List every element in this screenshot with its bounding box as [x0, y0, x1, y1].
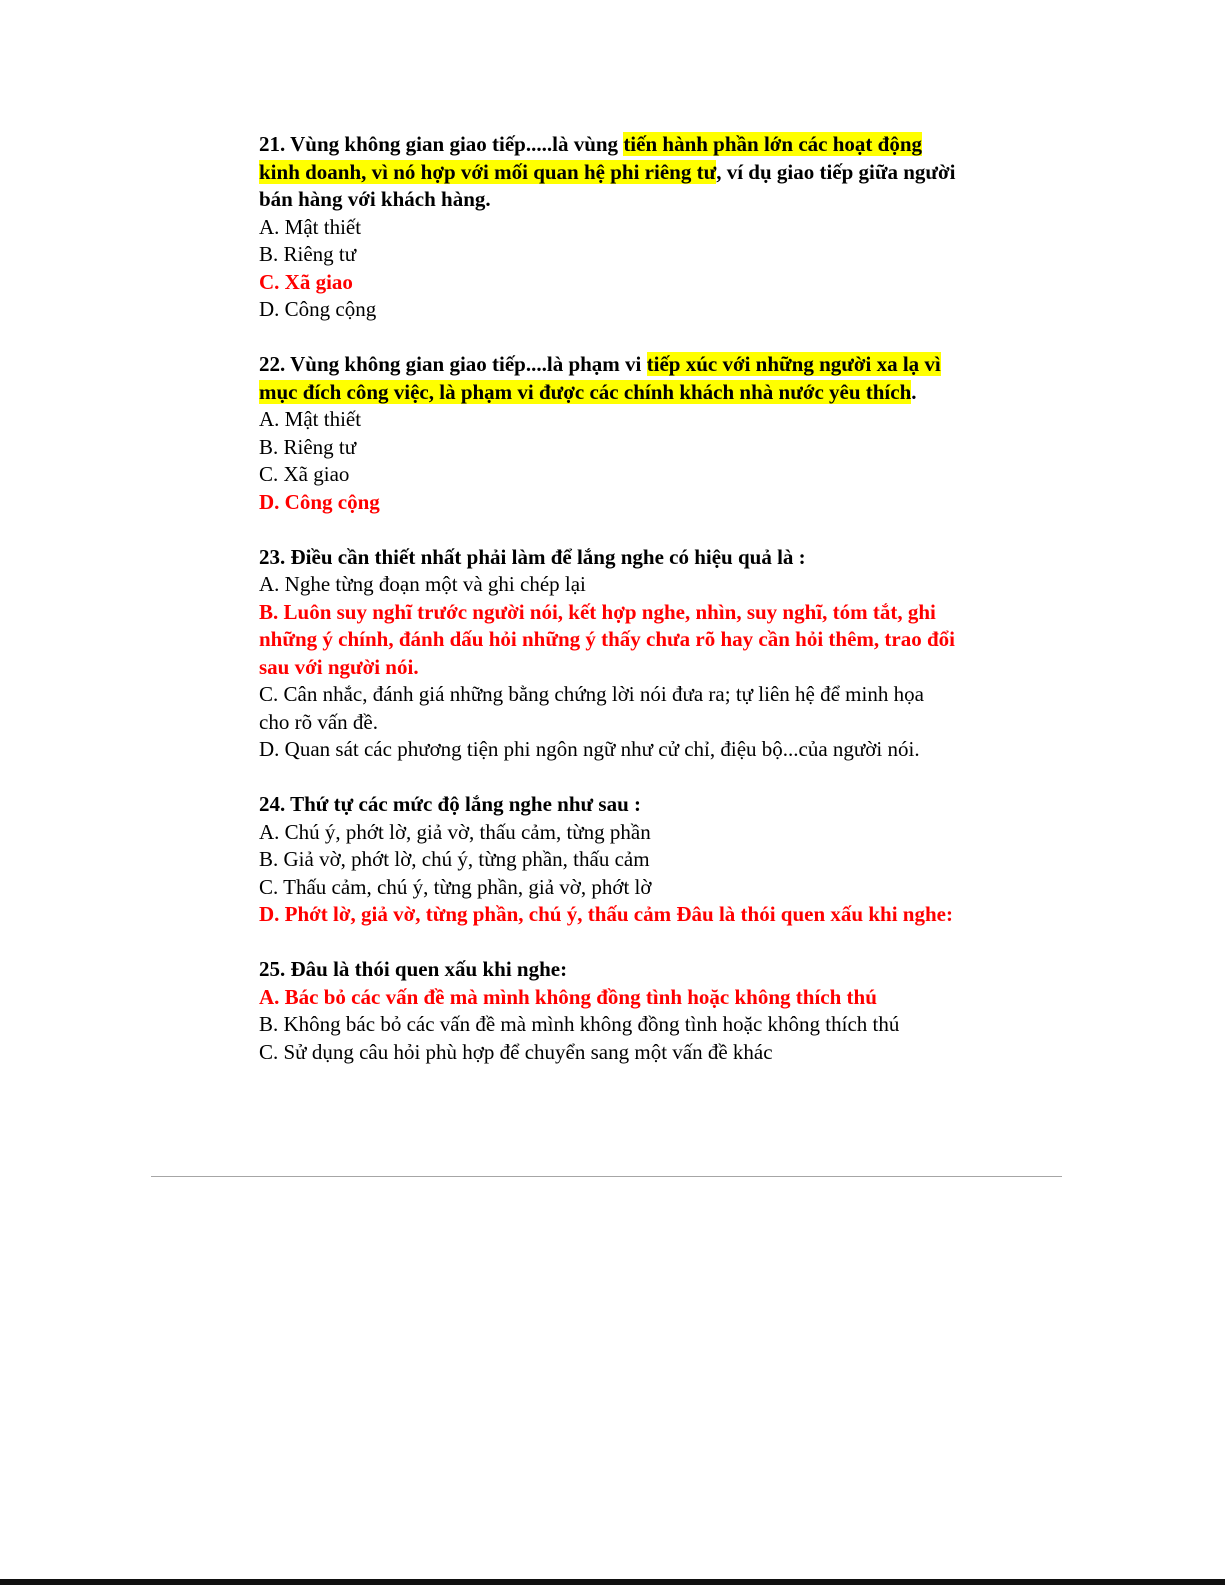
stem-text: 25. Đâu là thói quen xấu khi nghe:	[259, 957, 568, 981]
question-stem	[259, 351, 959, 406]
question-23	[259, 544, 959, 764]
option-c: C. Cân nhắc, đánh giá những bằng chứng lời nói đưa ra; tự liên hệ để minh họa cho rõ vấn đề.	[259, 682, 924, 734]
highlighted-text: tiến hành phần lớn các hoạt động kinh doanh, vì nó hợp với mối quan hệ phi riêng tư	[259, 132, 923, 184]
option-c: C. Sử dụng câu hỏi phù hợp để chuyển sang một vấn đề khác	[259, 1039, 773, 1064]
option-b-correct-answer: B. Luôn suy nghĩ trước người nói, kết hợp nghe, nhìn, suy nghĩ, tóm tắt, ghi những ý chính, đánh dấu hỏi những ý thấy chưa rõ hay cần hỏi thêm, trao đổi sau với người nói.	[259, 599, 955, 679]
question-stem	[259, 791, 959, 819]
option-b: B. Không bác bỏ các vấn đề mà mình không đồng tình hoặc không thích thú	[259, 1012, 900, 1036]
option-d: D. Công cộng	[259, 297, 377, 321]
question-21	[259, 131, 959, 324]
option-d-correct-answer: D. Phớt lờ, giả vờ, từng phần, chú ý, thấu cảm Đâu là thói quen xấu khi nghe:	[259, 902, 953, 926]
option-a: A. Chú ý, phớt lờ, giả vờ, thấu cảm, từng phần	[259, 819, 651, 844]
stem-text: 24. Thứ tự các mức độ lắng nghe như sau :	[259, 792, 641, 816]
option-a-correct-answer: A. Bác bỏ các vấn đề mà mình không đồng tình hoặc không thích thú	[259, 984, 877, 1009]
option-b: B. Riêng tư	[259, 242, 357, 266]
stem-text: 21. Vùng không gian giao tiếp.....là vùng	[259, 132, 624, 156]
question-stem	[259, 544, 959, 572]
question-22	[259, 351, 959, 516]
question-stem	[259, 956, 959, 984]
question-25	[259, 956, 959, 1066]
option-d-correct-answer: D. Công cộng	[259, 489, 380, 514]
option-b: B. Riêng tư	[259, 434, 357, 459]
option-c-correct-answer: C. Xã giao	[259, 269, 353, 294]
stem-text: 22. Vùng không gian giao tiếp....là phạm vi	[259, 352, 647, 376]
option-a: A. Nghe từng đoạn một và ghi chép lại	[259, 572, 586, 596]
option-c: C. Thấu cảm, chú ý, từng phần, giả vờ, phớt lờ	[259, 874, 652, 899]
highlighted-text: tiếp xúc với những người xa lạ vì mục đích công việc, là phạm vi được các chính khách nhà nước yêu thích	[259, 352, 941, 404]
question-24	[259, 791, 959, 929]
option-d: D. Quan sát các phương tiện phi ngôn ngữ như cử chỉ, điệu bộ...của người nói.	[259, 737, 920, 761]
option-a: A. Mật thiết	[259, 214, 362, 239]
option-c: C. Xã giao	[259, 462, 350, 486]
stem-text: 23. Điều cần thiết nhất phải làm để lắng nghe có hiệu quả là :	[259, 544, 806, 569]
bottom-border	[0, 1579, 1225, 1585]
quiz-content	[259, 131, 959, 1094]
page-separator-line	[151, 1176, 1062, 1177]
stem-text: .	[911, 379, 917, 404]
option-b: B. Giả vờ, phớt lờ, chú ý, từng phần, thấu cảm	[259, 847, 650, 871]
stem-text: , ví dụ giao tiếp giữa người bán hàng với khách hàng.	[259, 159, 956, 211]
question-stem	[259, 131, 959, 214]
option-a: A. Mật thiết	[259, 407, 362, 431]
